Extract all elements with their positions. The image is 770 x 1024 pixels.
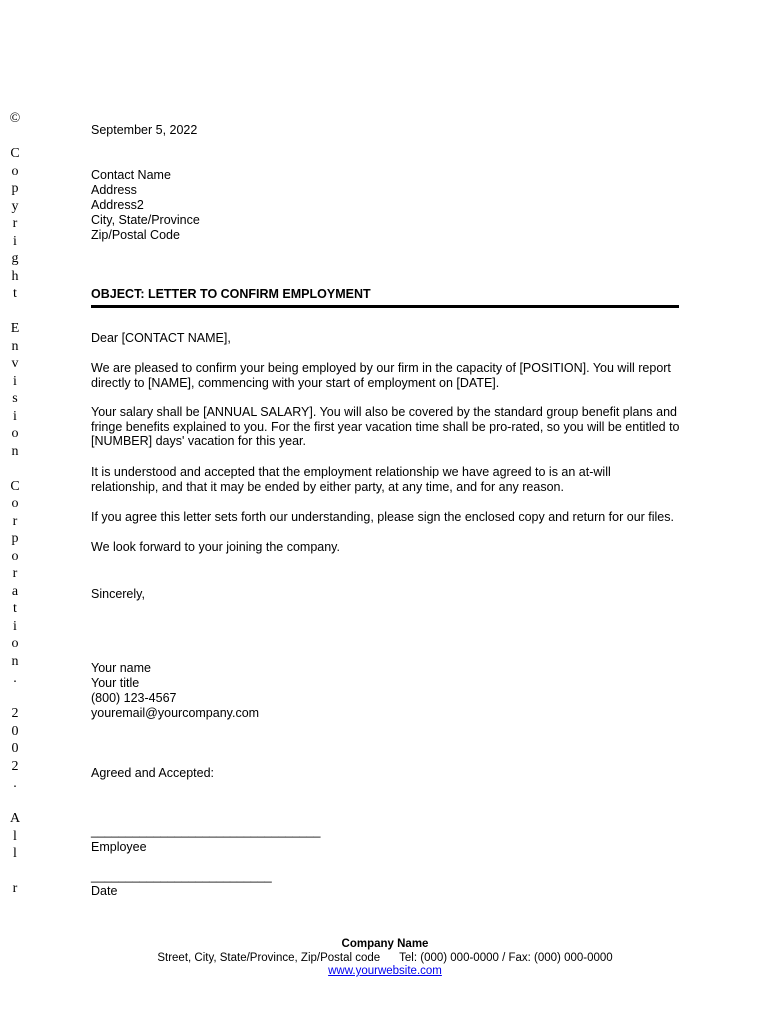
copyright-vertical-text: © C o p y r i g h t E n v i s i o n C o r p o r a t i o n . 2 0 0 2 . A l l r	[9, 111, 21, 896]
employee-signature-line: _________________________________	[91, 824, 321, 838]
signer-title: Your title	[91, 676, 140, 690]
signer-email: youremail@yourcompany.com	[91, 706, 260, 720]
letter-date: September 5, 2022	[91, 123, 198, 137]
date-label: Date	[91, 884, 118, 898]
paragraph-sign-return: If you agree this letter sets forth our understanding, please sign the enclosed copy and return for our files.	[91, 510, 674, 524]
recipient-address	[91, 168, 200, 243]
signature-block	[91, 661, 259, 721]
recipient-address-line2: Address2	[91, 198, 144, 212]
recipient-name: Contact Name	[91, 168, 171, 182]
footer-company-name: Company Name	[341, 938, 429, 950]
recipient-city: City, State/Province	[91, 213, 200, 227]
agreed-accepted-label: Agreed and Accepted:	[91, 766, 215, 780]
letter-greeting: Dear [CONTACT NAME],	[91, 331, 231, 345]
letter-footer	[0, 938, 770, 979]
paragraph-salary: Your salary shall be [ANNUAL SALARY]. You will also be covered by the standard group benefit plans and fringe benefits explained to you. For the first year vacation time shall be pro-rated, so you will be entitled to [NUMBER] days' vacation for this year.	[91, 405, 680, 449]
recipient-address-line1: Address	[91, 183, 137, 197]
signer-phone: (800) 123-4567	[91, 691, 177, 705]
footer-address: Street, City, State/Province, Zip/Postal code Tel: (000) 000-0000 / Fax: (000) 000-0000	[157, 951, 613, 964]
signer-name: Your name	[91, 661, 151, 675]
paragraph-position: We are pleased to confirm your being employed by our firm in the capacity of [POSITION]. You will report directly to [NAME], commencing with your start of employment on [DATE].	[91, 361, 671, 390]
recipient-postal-code: Zip/Postal Code	[91, 228, 180, 242]
paragraph-closing-remark: We look forward to your joining the company.	[91, 540, 340, 554]
footer-website-link[interactable]: www.yourwebsite.com	[328, 965, 442, 977]
letter-object-heading: OBJECT: LETTER TO CONFIRM EMPLOYMENT	[91, 287, 371, 301]
heading-divider	[91, 305, 679, 308]
date-signature-line: __________________________	[91, 869, 272, 883]
employee-label: Employee	[91, 840, 147, 854]
paragraph-at-will: It is understood and accepted that the employment relationship we have agreed to is an at-will relationship, and that it may be ended by either party, at any time, and for any reason.	[91, 465, 611, 494]
letter-closing: Sincerely,	[91, 587, 145, 601]
